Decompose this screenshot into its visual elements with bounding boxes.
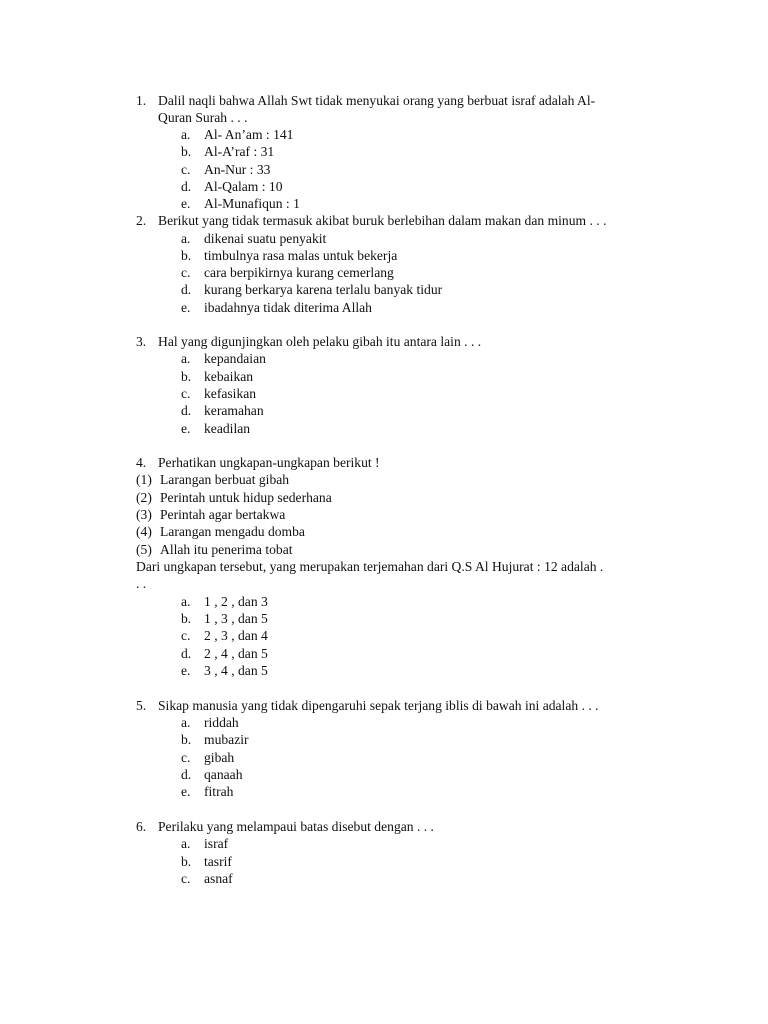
- option-letter: d.: [181, 646, 192, 661]
- option-letter: e.: [181, 421, 191, 436]
- question-text-line: . .: [136, 576, 147, 591]
- question-text-line: Dalil naqli bahwa Allah Swt tidak menyukai orang yang berbuat israf adalah Al-: [158, 93, 596, 108]
- option-letter: b.: [181, 248, 192, 263]
- option-text: mubazir: [204, 732, 249, 747]
- option-text: Al-Munafiqun : 1: [204, 196, 300, 211]
- option-text: tasrif: [204, 854, 232, 869]
- option-letter: b.: [181, 611, 192, 626]
- option-letter: a.: [181, 594, 191, 609]
- option-letter: b.: [181, 144, 192, 159]
- option-letter: d.: [181, 767, 192, 782]
- statement-number: (3): [136, 507, 152, 522]
- option-text: 2 , 3 , dan 4: [204, 628, 268, 643]
- statement-number: (1): [136, 472, 152, 487]
- option-text: 3 , 4 , dan 5: [204, 663, 268, 678]
- option-text: 1 , 2 , dan 3: [204, 594, 268, 609]
- option-letter: b.: [181, 732, 192, 747]
- option-text: kepandaian: [204, 351, 266, 366]
- option-text: keadilan: [204, 421, 251, 436]
- option-text: israf: [204, 836, 229, 851]
- option-letter: c.: [181, 628, 191, 643]
- question-text-line: Perilaku yang melampaui batas disebut dengan . . .: [158, 819, 434, 834]
- option-letter: c.: [181, 750, 191, 765]
- option-letter: a.: [181, 836, 191, 851]
- option-text: fitrah: [204, 784, 234, 799]
- option-letter: b.: [181, 854, 192, 869]
- statement-number: (5): [136, 542, 152, 557]
- option-letter: c.: [181, 871, 191, 886]
- question-text-line: Berikut yang tidak termasuk akibat buruk berlebihan dalam makan dan minum . . .: [158, 213, 607, 228]
- option-letter: e.: [181, 784, 191, 799]
- option-text: riddah: [204, 715, 239, 730]
- option-text: An-Nur : 33: [204, 162, 271, 177]
- question-number: 4.: [136, 455, 147, 470]
- option-text: cara berpikirnya kurang cemerlang: [204, 265, 394, 280]
- question-number: 3.: [136, 334, 147, 349]
- question-text-line: Hal yang digunjingkan oleh pelaku gibah itu antara lain . . .: [158, 334, 482, 349]
- question-number: 2.: [136, 213, 147, 228]
- option-letter: a.: [181, 231, 191, 246]
- question-text-line: Sikap manusia yang tidak dipengaruhi sepak terjang iblis di bawah ini adalah . . .: [158, 698, 599, 713]
- statement-number: (2): [136, 490, 152, 505]
- option-text: asnaf: [204, 871, 233, 886]
- statement-text: Perintah untuk hidup sederhana: [160, 490, 332, 505]
- question-text-line: Dari ungkapan tersebut, yang merupakan terjemahan dari Q.S Al Hujurat : 12 adalah .: [136, 559, 604, 574]
- option-text: 1 , 3 , dan 5: [204, 611, 268, 626]
- option-text: keramahan: [204, 403, 264, 418]
- option-text: timbulnya rasa malas untuk bekerja: [204, 248, 398, 263]
- question-text-line: Quran Surah . . .: [158, 110, 248, 125]
- question-number: 1.: [136, 93, 147, 108]
- option-text: kurang berkarya karena terlalu banyak tidur: [204, 282, 443, 297]
- option-letter: d.: [181, 403, 192, 418]
- option-text: dikenai suatu penyakit: [204, 231, 327, 246]
- option-letter: e.: [181, 300, 191, 315]
- option-letter: d.: [181, 282, 192, 297]
- option-text: kebaikan: [204, 369, 254, 384]
- option-letter: c.: [181, 162, 191, 177]
- statement-text: Allah itu penerima tobat: [160, 542, 293, 557]
- option-text: kefasikan: [204, 386, 257, 401]
- option-text: gibah: [204, 750, 235, 765]
- option-text: qanaah: [204, 767, 243, 782]
- option-letter: c.: [181, 386, 191, 401]
- option-letter: c.: [181, 265, 191, 280]
- option-letter: a.: [181, 127, 191, 142]
- option-text: Al-A’raf : 31: [204, 144, 275, 159]
- question-text-line: Perhatikan ungkapan-ungkapan berikut !: [158, 455, 380, 470]
- option-text: Al- An’am : 141: [204, 127, 294, 142]
- question-number: 5.: [136, 698, 147, 713]
- option-letter: a.: [181, 715, 191, 730]
- option-text: ibadahnya tidak diterima Allah: [204, 300, 372, 315]
- option-letter: a.: [181, 351, 191, 366]
- option-letter: e.: [181, 663, 191, 678]
- question-number: 6.: [136, 819, 147, 834]
- option-letter: e.: [181, 196, 191, 211]
- statement-number: (4): [136, 524, 152, 539]
- option-letter: b.: [181, 369, 192, 384]
- option-text: Al-Qalam : 10: [204, 179, 283, 194]
- statement-text: Larangan berbuat gibah: [160, 472, 290, 487]
- option-text: 2 , 4 , dan 5: [204, 646, 268, 661]
- option-letter: d.: [181, 179, 192, 194]
- statement-text: Perintah agar bertakwa: [160, 507, 286, 522]
- statement-text: Larangan mengadu domba: [160, 524, 305, 539]
